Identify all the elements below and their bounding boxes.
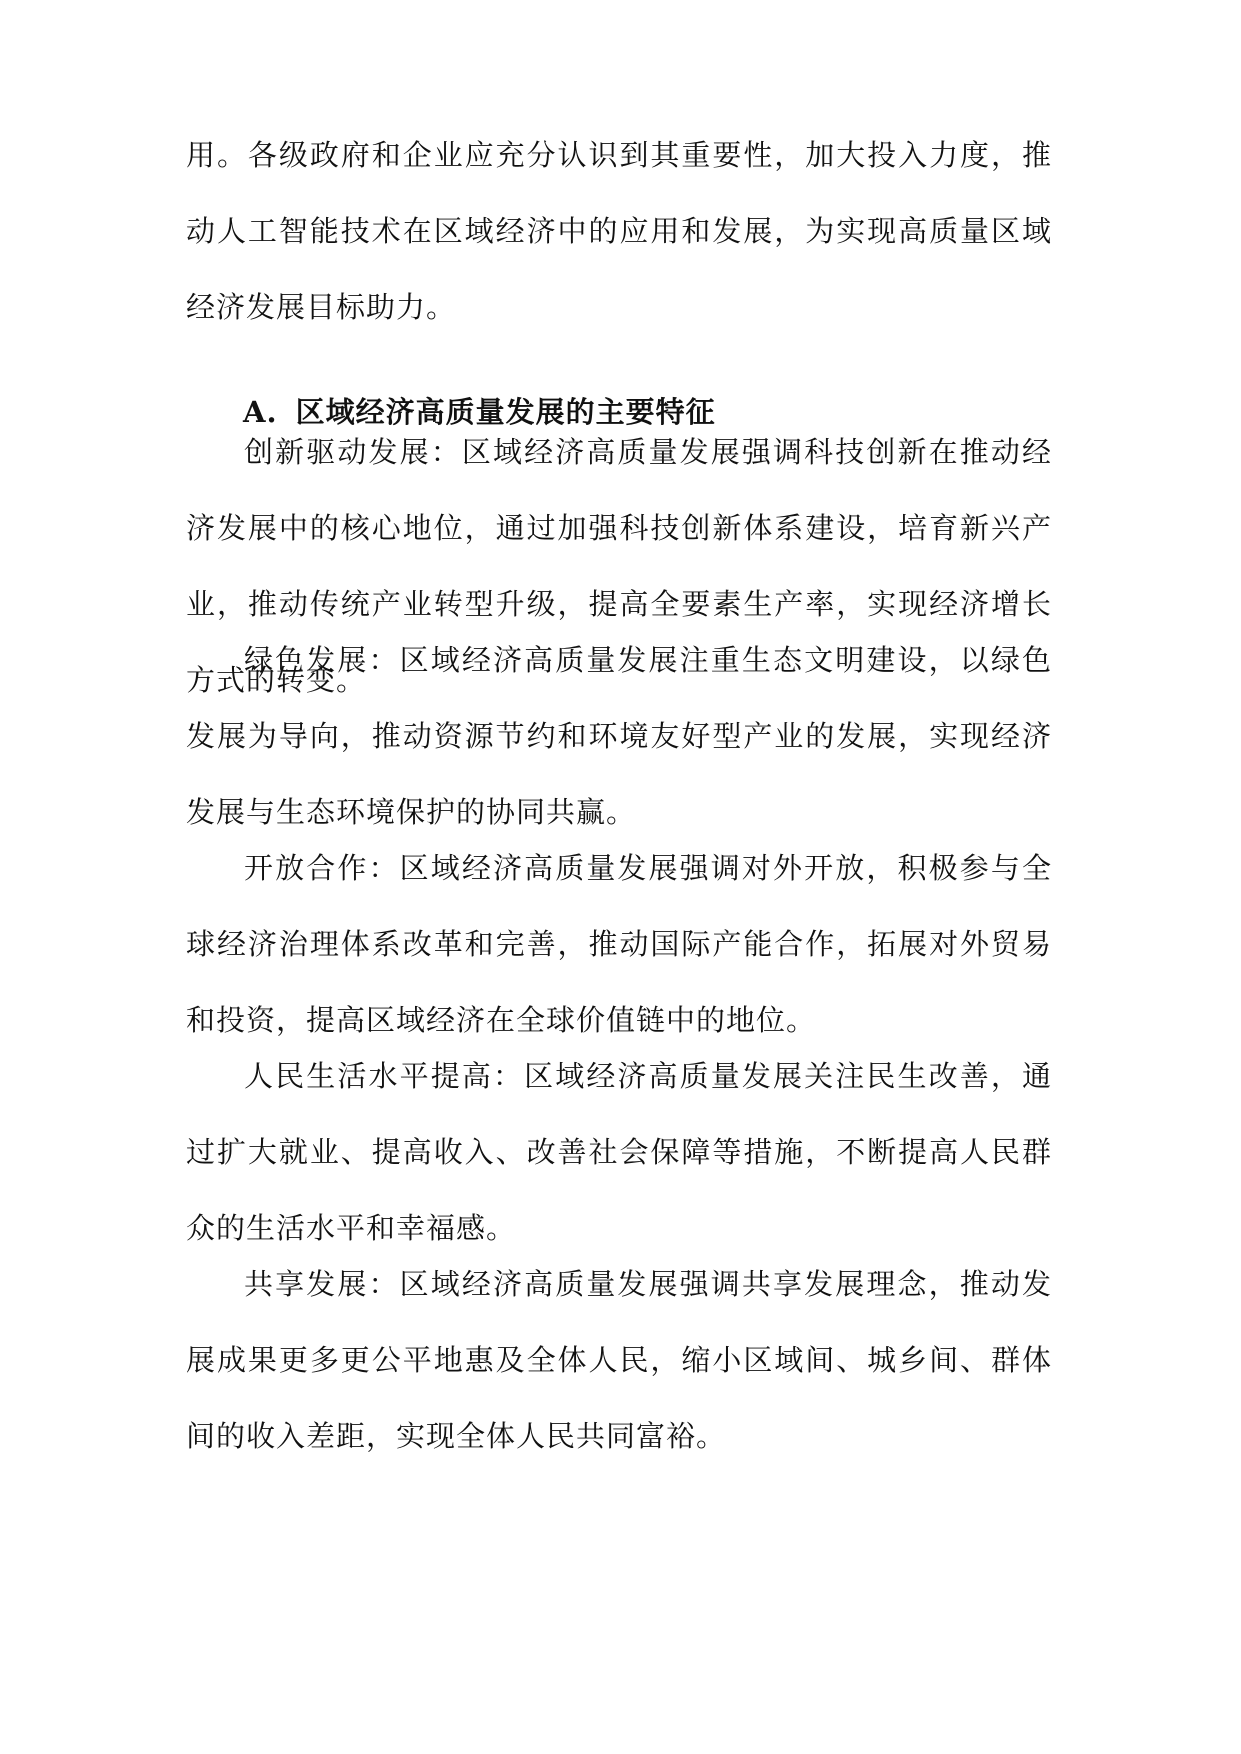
intro-paragraph: 用。各级政府和企业应充分认识到其重要性，加大投入力度，推动人工智能技术在区域经济中的应用和发展，为实现高质量区域经济发展目标助力。 [186,138,1052,324]
section-title: 区域经济高质量发展的主要特征 [295,395,716,429]
paragraph-innovation: 创新驱动发展：区域经济高质量发展强调科技创新在推动经济发展中的核心地位，通过加强科技创新体系建设，培育新兴产业，推动传统产业转型升级，提高全要素生产率，实现经济增长方式的转变。 [186,435,1052,697]
paragraph-sharing: 共享发展：区域经济高质量发展强调共享发展理念，推动发展成果更多更公平地惠及全体人民，缩小区域间、城乡间、群体间的收入差距，实现全体人民共同富裕。 [186,1267,1052,1453]
paragraph-open: 开放合作：区域经济高质量发展强调对外开放，积极参与全球经济治理体系改革和完善，推动国际产能合作，拓展对外贸易和投资，提高区域经济在全球价值链中的地位。 [186,851,1052,1037]
paragraph-green: 绿色发展：区域经济高质量发展注重生态文明建设，以绿色发展为导向，推动资源节约和环境友好型产业的发展，实现经济发展与生态环境保护的协同共赢。 [186,643,1052,829]
section-marker: A. [243,395,278,429]
paragraph-livelihood: 人民生活水平提高：区域经济高质量发展关注民生改善，通过扩大就业、提高收入、改善社会保障等措施，不断提高人民群众的生活水平和幸福感。 [186,1059,1052,1245]
